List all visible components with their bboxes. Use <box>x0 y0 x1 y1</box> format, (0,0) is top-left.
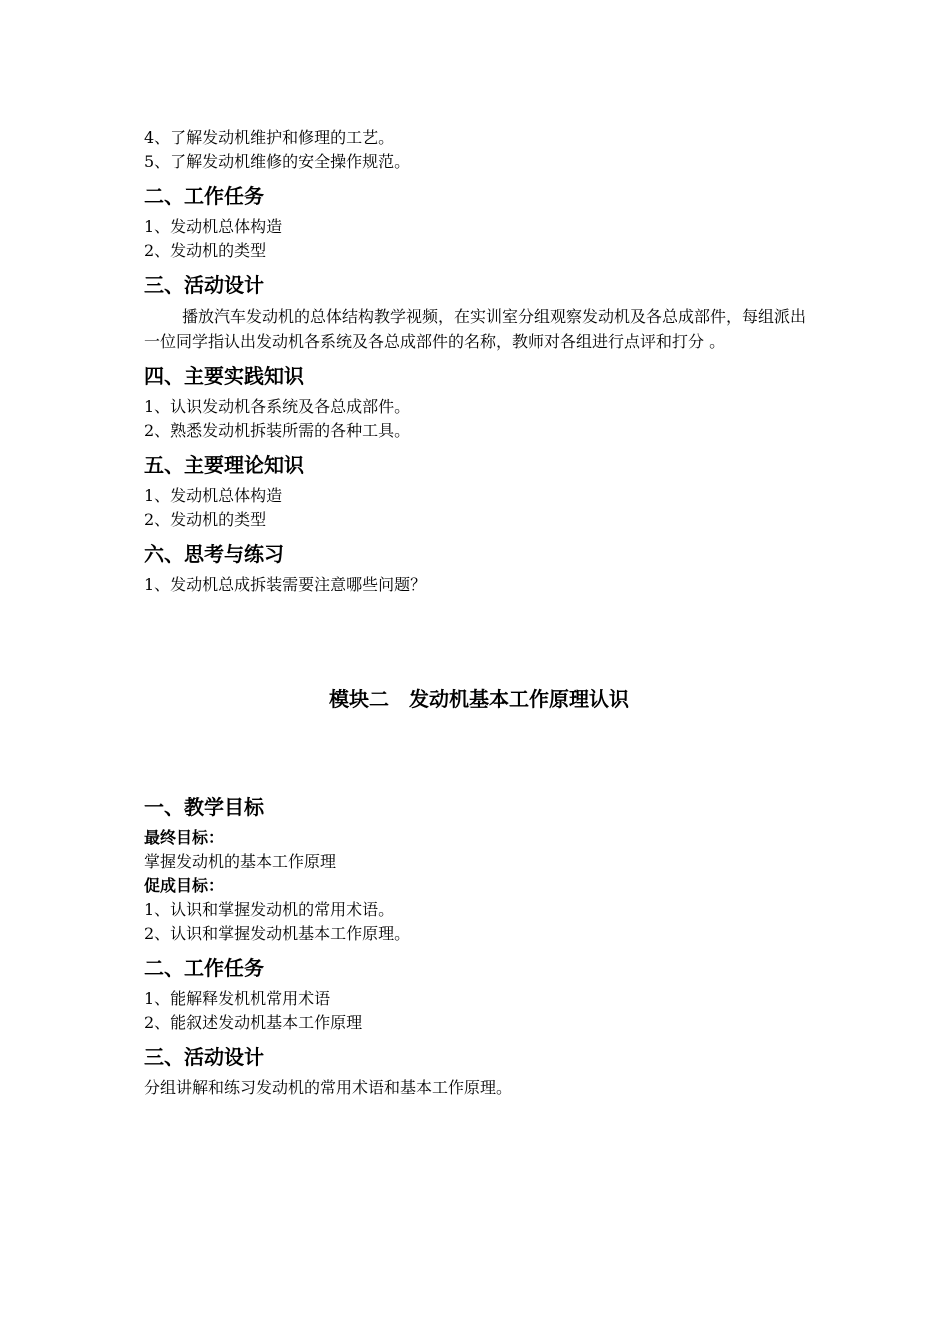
section-heading-tasks: 二、工作任务 <box>144 184 264 208</box>
task-item: 1、能解释发机机常用术语 <box>144 989 331 1008</box>
section-heading-tasks-2: 二、工作任务 <box>144 956 264 980</box>
exercise-item: 1、发动机总成拆装需要注意哪些问题？ <box>144 575 427 594</box>
section-heading-activity-2: 三、活动设计 <box>144 1045 264 1069</box>
goal-item: 4、了解发动机维护和修理的工艺。 <box>144 128 395 147</box>
enabling-goal-label: 促成目标： <box>144 876 225 895</box>
practice-item: 2、熟悉发动机拆装所需的各种工具。 <box>144 421 411 440</box>
final-goal-label: 最终目标： <box>144 828 225 847</box>
module-title: 模块二 发动机基本工作原理认识 <box>329 687 629 711</box>
section-heading-goals: 一、教学目标 <box>144 795 264 819</box>
document-page <box>144 126 814 1100</box>
theory-item: 2、发动机的类型 <box>144 510 267 529</box>
task-item: 2、能叙述发动机基本工作原理 <box>144 1013 363 1032</box>
practice-item: 1、认识发动机各系统及各总成部件。 <box>144 397 411 416</box>
section-heading-theory: 五、主要理论知识 <box>144 453 304 477</box>
enabling-goal-item: 2、认识和掌握发动机基本工作原理。 <box>144 924 411 943</box>
goal-item: 5、了解发动机维修的安全操作规范。 <box>144 152 411 171</box>
activity-paragraph: 播放汽车发动机的总体结构教学视频，在实训室分组观察发动机及各总成部件，每组派出一位同学指认出发动机各系统及各总成部件的名称，教师对各组进行点评和打分 。 <box>144 307 807 351</box>
section-heading-practice: 四、主要实践知识 <box>144 364 304 388</box>
theory-item: 1、发动机总体构造 <box>144 486 283 505</box>
task-item: 1、发动机总体构造 <box>144 217 283 236</box>
task-item: 2、发动机的类型 <box>144 241 267 260</box>
final-goal-text: 掌握发动机的基本工作原理 <box>144 852 337 871</box>
activity-text: 分组讲解和练习发动机的常用术语和基本工作原理。 <box>144 1078 513 1097</box>
section-heading-exercise: 六、思考与练习 <box>144 542 284 566</box>
enabling-goal-item: 1、认识和掌握发动机的常用术语。 <box>144 900 395 919</box>
section-heading-activity: 三、活动设计 <box>144 273 264 297</box>
